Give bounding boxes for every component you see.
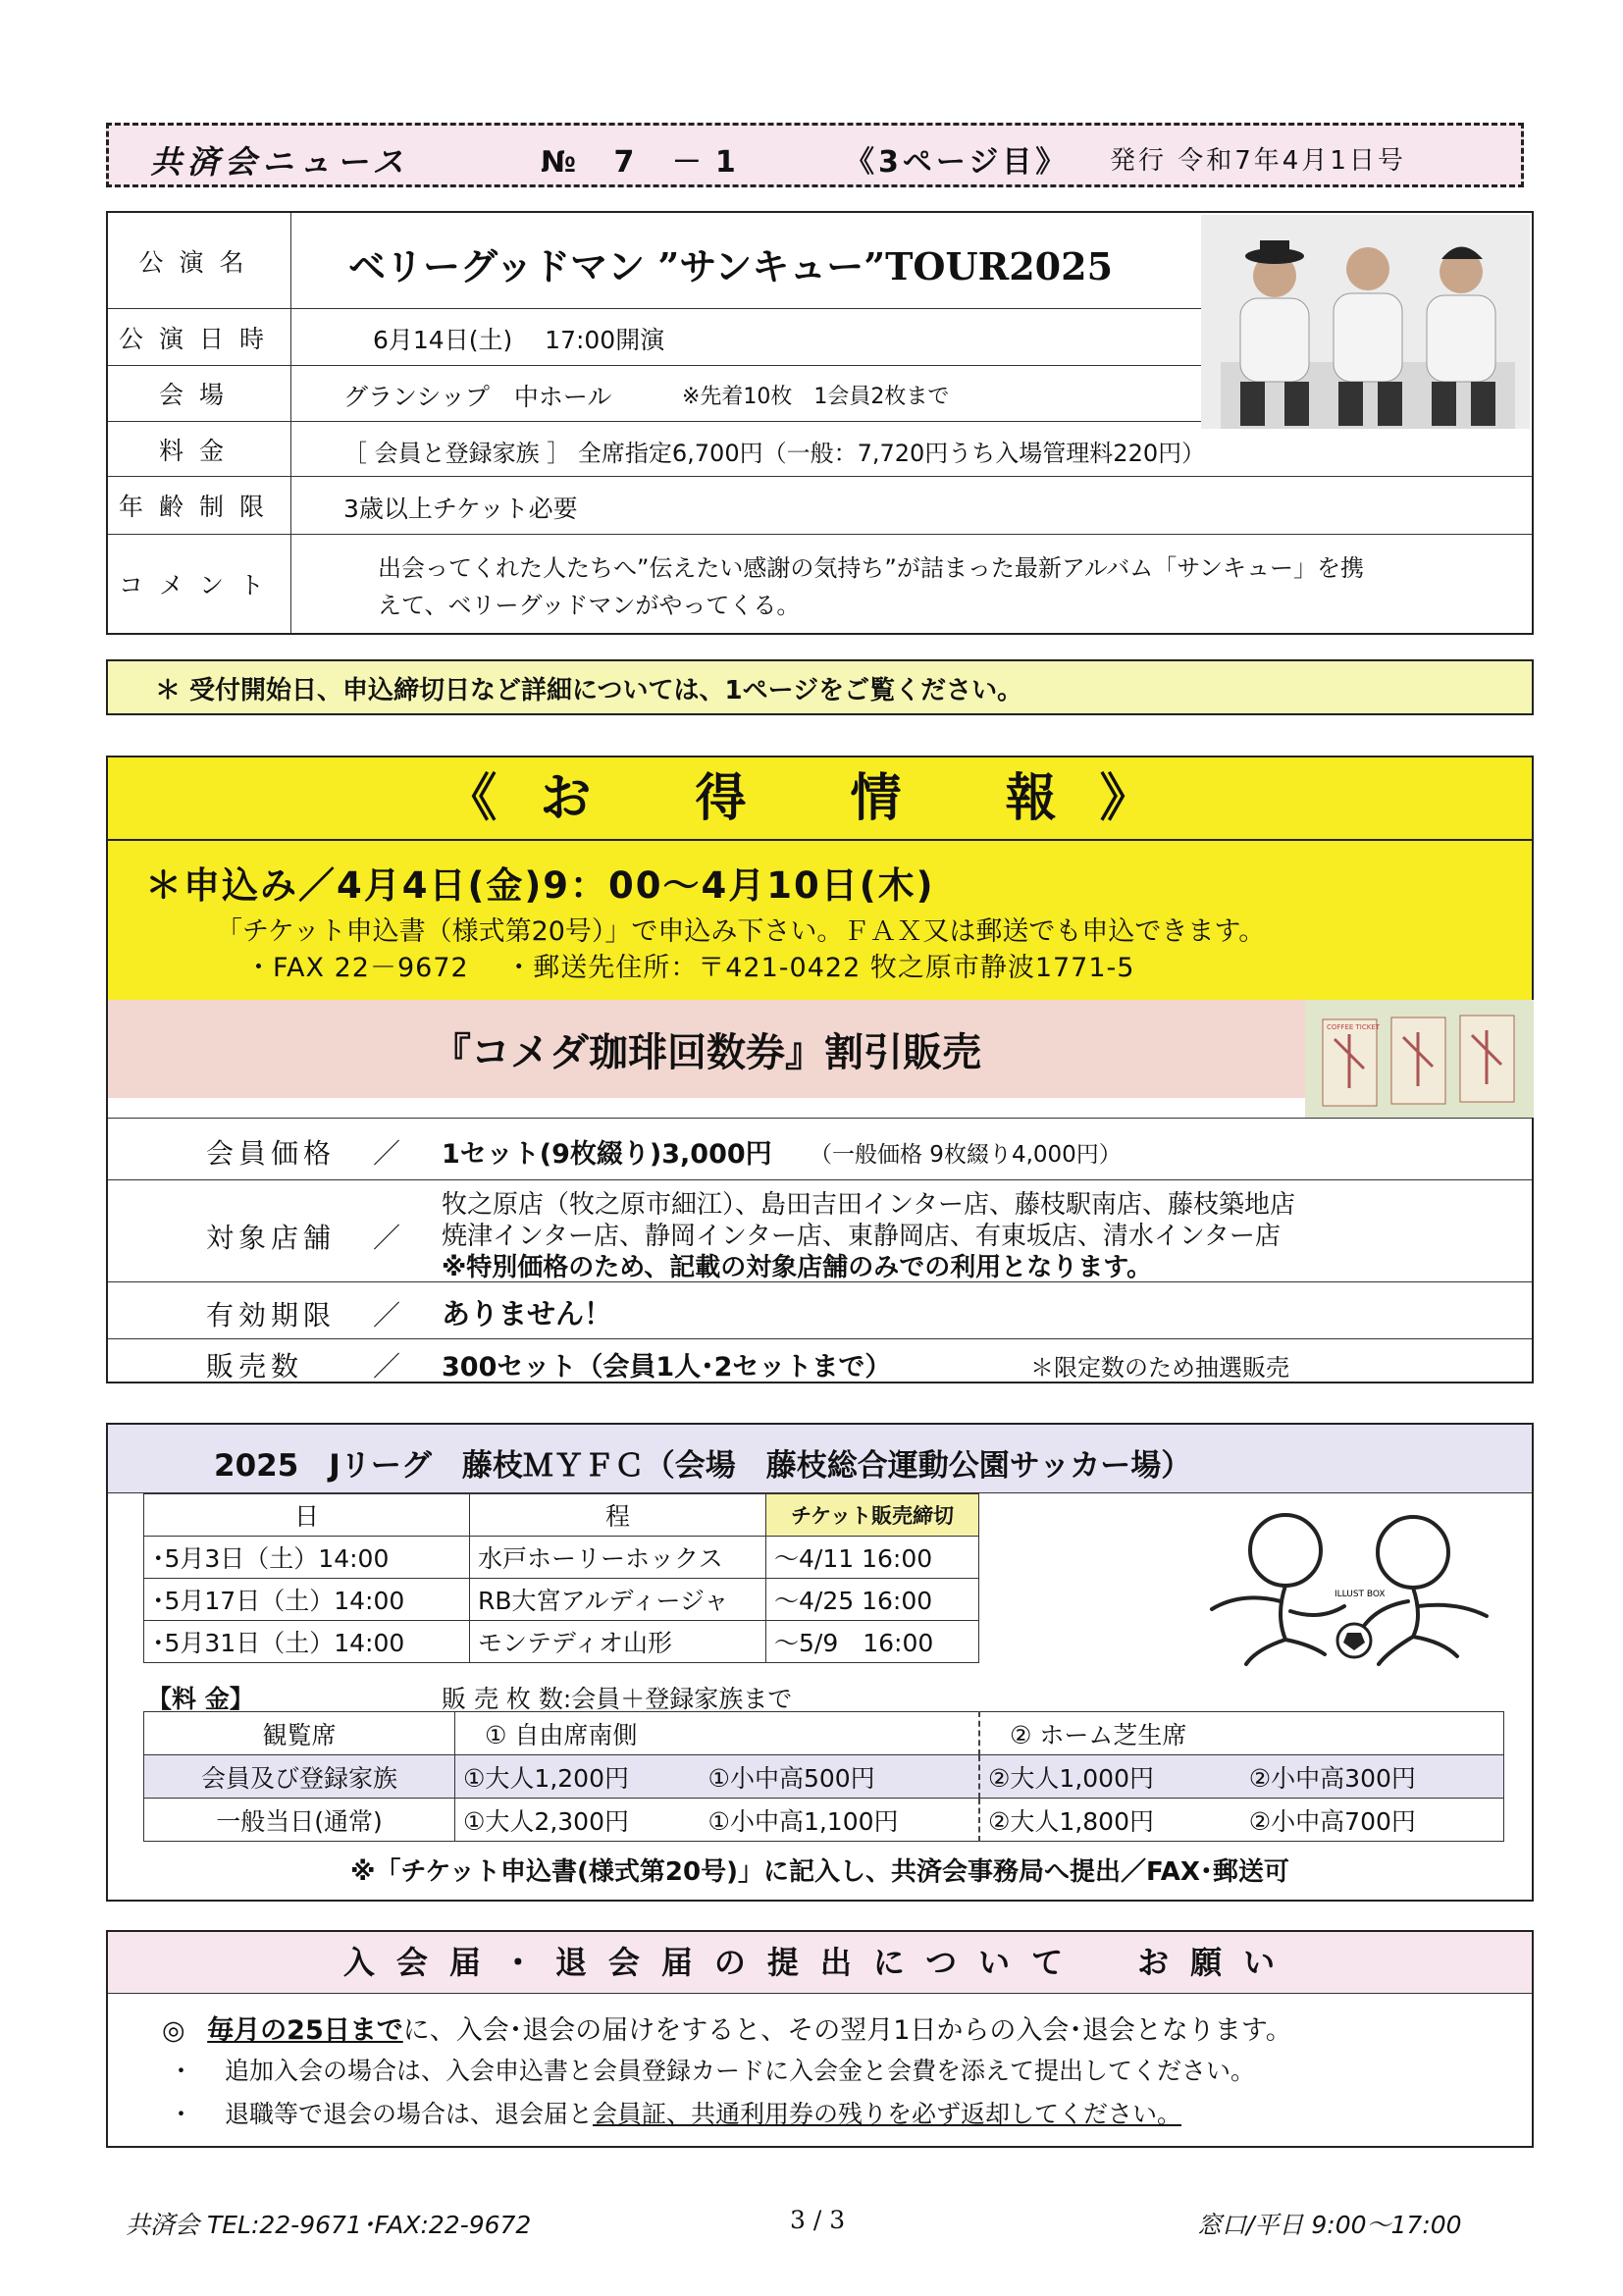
slash: ／ [373, 1222, 401, 1254]
label: 販売数 [206, 1350, 304, 1383]
band-photo [1201, 215, 1530, 429]
illustration-label: ILLUST BOX [1335, 1590, 1386, 1599]
concert-row-age [108, 477, 1532, 535]
item-3-emphasis: 会員証、共通利用券の残りを必ず返却してください。 [592, 2100, 1181, 2128]
value: グランシップ 中ホール [343, 383, 612, 411]
deals-contact: ・FAX 22－9672 ・郵送先住所：〒421-0422 牧之原市静波1771-5 [245, 953, 1135, 983]
concert-row-price [108, 422, 1532, 477]
bullet: ・ [169, 2100, 194, 2128]
label: 会員価格 [206, 1137, 337, 1170]
komeda-row-price [108, 1118, 1532, 1180]
price-header-row [144, 1712, 1504, 1755]
bullet: ・ [169, 2057, 194, 2085]
komeda-row-count [108, 1339, 1532, 1383]
label: コメント [108, 535, 291, 633]
header-number: № 7 －1 [541, 145, 750, 180]
value: 6月14日(土) 17:00開演 [373, 326, 665, 354]
venue-note: ※先着10枚 1会員2枚まで [682, 385, 950, 409]
deadline-emphasis: 毎月の25日まで [207, 2015, 403, 2046]
concert-row-datetime [108, 309, 1202, 366]
concert-row-comment [108, 535, 1532, 633]
value: 3歳以上チケット必要 [343, 495, 578, 523]
label: 公演名 [108, 213, 291, 308]
membership-section [106, 1930, 1534, 2148]
match-row [144, 1579, 979, 1621]
concert-row-name [108, 213, 1202, 309]
jleague-title: 2025 Jリーグ 藤枝ＭＹＦＣ（会場 藤枝総合運動公園サッカー場） [108, 1425, 1532, 1493]
membership-title: 入会届・退会届の提出について お願い [108, 1932, 1532, 1994]
deals-yellow-box [108, 757, 1532, 1002]
sales-note: 販 売 枚 数:会員＋登録家族まで [442, 1685, 793, 1713]
store-line-3: ※特別価格のため、記載の対象店舗のみでの利用となります。 [442, 1253, 1153, 1282]
slash: ／ [373, 1299, 401, 1331]
header-issue-date: 発行 令和7年4月1日号 [1110, 146, 1406, 176]
coffee-ticket-label: COFFEE TICKET [1327, 1023, 1381, 1031]
label: 対象店舗 [206, 1222, 337, 1254]
header-day: 日 [144, 1494, 470, 1537]
notice-bar: ＊ 受付開始日、申込締切日など詳細については、1ページをご覧ください。 [106, 659, 1534, 715]
match-date: ･5月31日（土）14:00 [144, 1621, 470, 1663]
concert-row-venue [108, 366, 1202, 422]
price-row-member [144, 1755, 1504, 1799]
membership-item-1 [162, 2009, 1292, 2047]
price-a1: ①大人1,200円 [455, 1755, 701, 1799]
komeda-title-box [108, 1000, 1305, 1098]
price-b1: ②大人1,000円 [979, 1755, 1241, 1799]
deals-form-note: 「チケット申込書（様式第20号）」で申込み下さい。ＦＡＸ又は郵送でも申込できます。 [216, 916, 1266, 947]
schedule-header-row [144, 1494, 979, 1537]
komeda-row-expiry [108, 1282, 1532, 1339]
price-a2: ①小中高500円 [701, 1755, 979, 1799]
deals-section [106, 756, 1534, 1383]
deals-title: 《お 得 情 報》 [108, 757, 1532, 841]
fee-label: 【料 金】 [147, 1685, 254, 1713]
match-row [144, 1537, 979, 1579]
header-seat-1: ① 自由席南側 [455, 1712, 980, 1755]
match-row [144, 1621, 979, 1663]
label: 料金 [108, 422, 291, 476]
header-deadline: チケット販売締切 [766, 1494, 979, 1537]
membership-item-3 [169, 2095, 1181, 2130]
price-type: 会員及び登録家族 [144, 1755, 455, 1799]
concert-title: ベリーグッドマン ”サンキュー”TOUR2025 [348, 244, 1114, 288]
header-schedule: 程 [470, 1494, 766, 1537]
label: 年齢制限 [108, 477, 291, 534]
match-opponent: 水戸ホーリーホックス [470, 1537, 766, 1579]
match-opponent: モンテディオ山形 [470, 1621, 766, 1663]
price-table [143, 1711, 1504, 1842]
header-title: 共済会ニュース [150, 143, 410, 181]
note: （一般価格 9枚綴り4,000円） [810, 1142, 1122, 1168]
price-b2: ②小中高700円 [1241, 1799, 1504, 1842]
jleague-section [106, 1423, 1534, 1902]
price-row-general [144, 1799, 1504, 1842]
footer-contact: 共済会 TEL:22-9671･FAX:22-9672 [126, 2211, 532, 2239]
header-seat-2: ② ホーム芝生席 [979, 1712, 1504, 1755]
item-2-text: 追加入会の場合は、入会申込書と会員登録カードに入会金と会費を添えて提出してください。 [224, 2057, 1255, 2085]
value: ［ 会員と登録家族 ］ 全席指定6,700円（一般：7,720円うち入場管理料220円） [343, 440, 1206, 467]
double-circle-icon: ◎ [162, 2015, 185, 2046]
match-date: ･5月17日（土）14:00 [144, 1579, 470, 1621]
header-seat: 観覧席 [144, 1712, 455, 1755]
note: ＊限定数のため抽選販売 [1030, 1354, 1289, 1382]
concert-table [106, 211, 1534, 635]
match-deadline: ～5/9 16:00 [766, 1621, 979, 1663]
deals-apply-period: ＊申込み／4月4日(金)9：00～4月10日(木) [145, 864, 935, 907]
jleague-footnote: ※「チケット申込書(様式第20号)」に記入し、共済会事務局へ提出／FAX･郵送可 [350, 1857, 1289, 1887]
footer-page-number: 3 / 3 [790, 2206, 846, 2234]
slash: ／ [373, 1350, 401, 1383]
comment-line-2: えて、ベリーグッドマンがやってくる。 [378, 592, 801, 619]
soccer-illustration [1187, 1503, 1511, 1670]
price-b1: ②大人1,800円 [979, 1799, 1241, 1842]
komeda-title: 『コメダ珈琲回数券』割引販売 [432, 1030, 981, 1075]
match-deadline: ～4/25 16:00 [766, 1579, 979, 1621]
header-page: 《3ページ目》 [845, 145, 1070, 180]
value: ありません！ [442, 1297, 613, 1331]
price-a1: ①大人2,300円 [455, 1799, 701, 1842]
store-line-2: 焼津インター店、静岡インター店、東静岡店、有東坂店、清水インター店 [442, 1222, 1281, 1251]
item-3-text: 退職等で退会の場合は、退会届と [224, 2100, 593, 2128]
item-1-text: に、入会･退会の届けをすると、その翌月1日からの入会･退会となります。 [402, 2015, 1292, 2046]
price-a2: ①小中高1,100円 [701, 1799, 979, 1842]
price-b2: ②小中高300円 [1241, 1755, 1504, 1799]
coffee-tickets-image [1305, 1000, 1534, 1118]
label: 公演日時 [108, 309, 291, 365]
store-line-1: 牧之原店（牧之原市細江）、島田吉田インター店、藤枝駅南店、藤枝築地店 [442, 1190, 1295, 1220]
komeda-row-stores [108, 1180, 1532, 1282]
footer-hours: 窓口/平日 9:00～17:00 [1197, 2211, 1462, 2239]
match-schedule-table [143, 1493, 979, 1663]
match-deadline: ～4/11 16:00 [766, 1537, 979, 1579]
comment-line-1: 出会ってくれた人たちへ”伝えたい感謝の気持ち”が詰まった最新アルバム「サンキュー」を携 [378, 554, 1365, 582]
membership-item-2 [169, 2052, 1255, 2087]
value: 1セット(9枚綴り)3,000円 [442, 1139, 772, 1170]
value: 300セット（会員1人･2セットまで） [442, 1352, 892, 1383]
match-opponent: RB大宮アルディージャ [470, 1579, 766, 1621]
label: 会場 [108, 366, 291, 421]
label: 有効期限 [206, 1299, 337, 1331]
match-date: ･5月3日（土）14:00 [144, 1537, 470, 1579]
slash: ／ [373, 1137, 401, 1170]
news-header [106, 123, 1524, 187]
price-type: 一般当日(通常) [144, 1799, 455, 1842]
